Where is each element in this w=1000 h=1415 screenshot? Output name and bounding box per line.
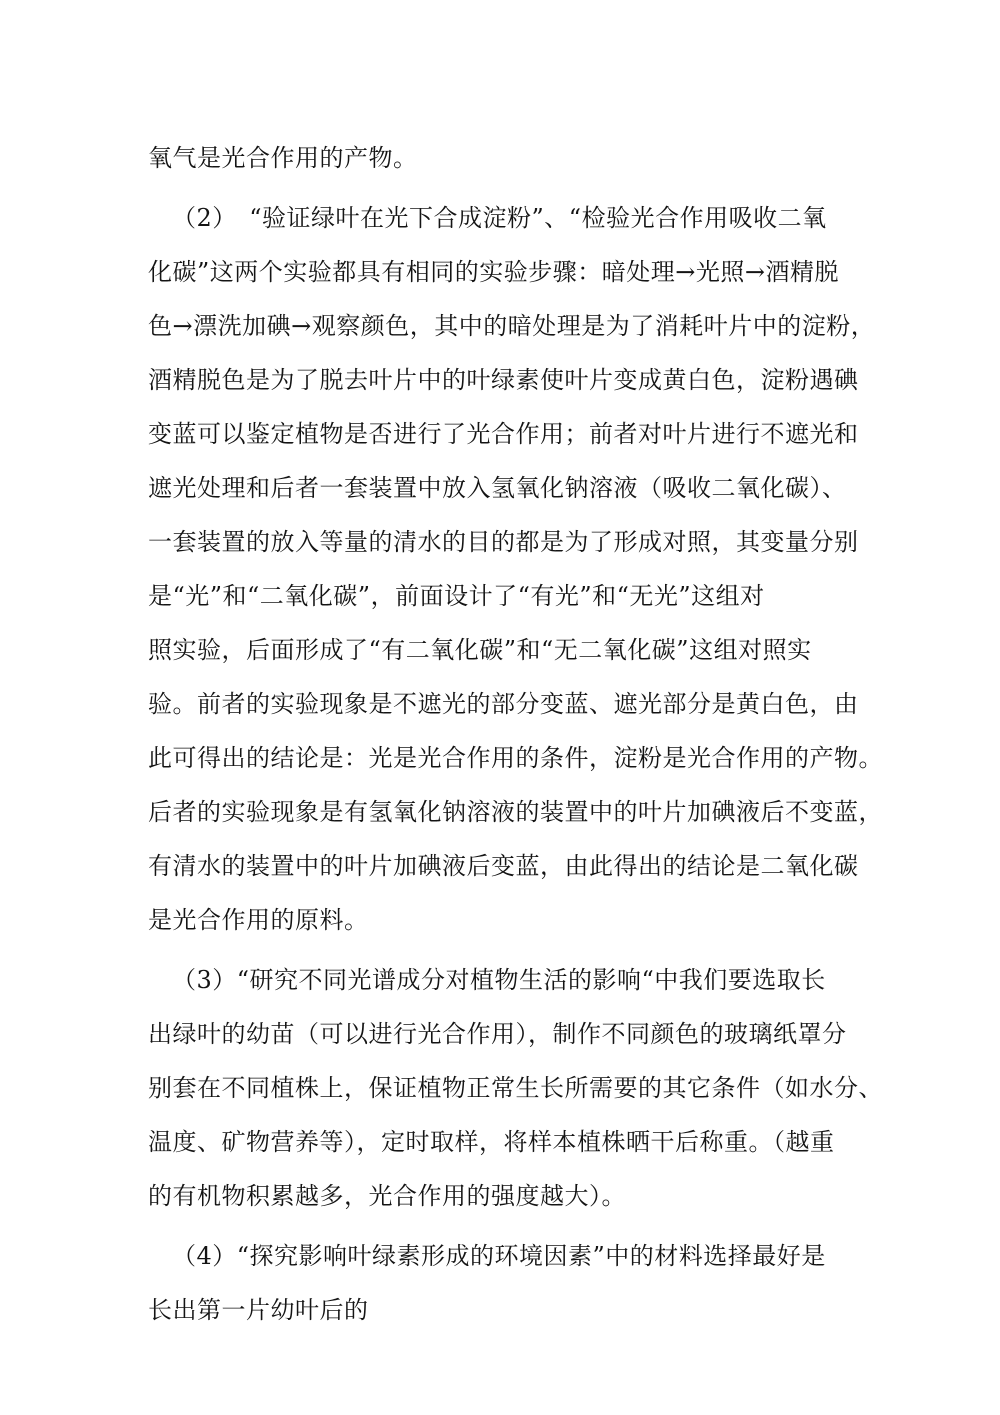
text-line: 是“光”和“二氧化碳”，前面设计了“有光”和“无光”这组对 bbox=[148, 582, 765, 610]
text-line: 验。前者的实验现象是不遮光的部分变蓝、遮光部分是黄白色，由 bbox=[148, 690, 859, 718]
text-line: 酒精脱色是为了脱去叶片中的叶绿素使叶片变成黄白色，淀粉遇碘 bbox=[148, 366, 859, 394]
text-line: （2） “验证绿叶在光下合成淀粉”、“检验光合作用吸收二氧 bbox=[172, 204, 827, 232]
text-line: 长出第一片幼叶后的 bbox=[148, 1296, 369, 1324]
text-line: 照实验，后面形成了“有二氧化碳”和“无二氧化碳”这组对照实 bbox=[148, 636, 812, 664]
text-line: 氧气是光合作用的产物。 bbox=[148, 144, 418, 172]
text-line: 化碳”这两个实验都具有相同的实验步骤：暗处理→光照→酒精脱 bbox=[148, 258, 839, 286]
text-line: （3）“研究不同光谱成分对植物生活的影响“中我们要选取长 bbox=[172, 966, 826, 994]
text-line: 有清水的装置中的叶片加碘液后变蓝，由此得出的结论是二氧化碳 bbox=[148, 852, 859, 880]
text-line: （4）“探究影响叶绿素形成的环境因素”中的材料选择最好是 bbox=[172, 1242, 826, 1270]
text-line: 变蓝可以鉴定植物是否进行了光合作用；前者对叶片进行不遮光和 bbox=[148, 420, 859, 448]
text-line: 的有机物积累越多，光合作用的强度越大）。 bbox=[148, 1182, 626, 1210]
text-line: 出绿叶的幼苗（可以进行光合作用），制作不同颜色的玻璃纸罩分 bbox=[148, 1020, 847, 1048]
text-line: 别套在不同植株上，保证植物正常生长所需要的其它条件（如水分、 bbox=[148, 1074, 883, 1102]
text-line: 遮光处理和后者一套装置中放入氢氧化钠溶液（吸收二氧化碳）、 bbox=[148, 474, 847, 502]
text-line: 此可得出的结论是：光是光合作用的条件，淀粉是光合作用的产物。 bbox=[148, 744, 883, 772]
text-line: 后者的实验现象是有氢氧化钠溶液的装置中的叶片加碘液后不变蓝， bbox=[148, 798, 883, 826]
text-line: 是光合作用的原料。 bbox=[148, 906, 369, 934]
text-line: 色→漂洗加碘→观察颜色，其中的暗处理是为了消耗叶片中的淀粉， bbox=[148, 312, 876, 340]
text-line: 温度、矿物营养等），定时取样，将样本植株晒干后称重。（越重 bbox=[148, 1128, 835, 1156]
text-line: 一套装置的放入等量的清水的目的都是为了形成对照，其变量分别 bbox=[148, 528, 859, 556]
